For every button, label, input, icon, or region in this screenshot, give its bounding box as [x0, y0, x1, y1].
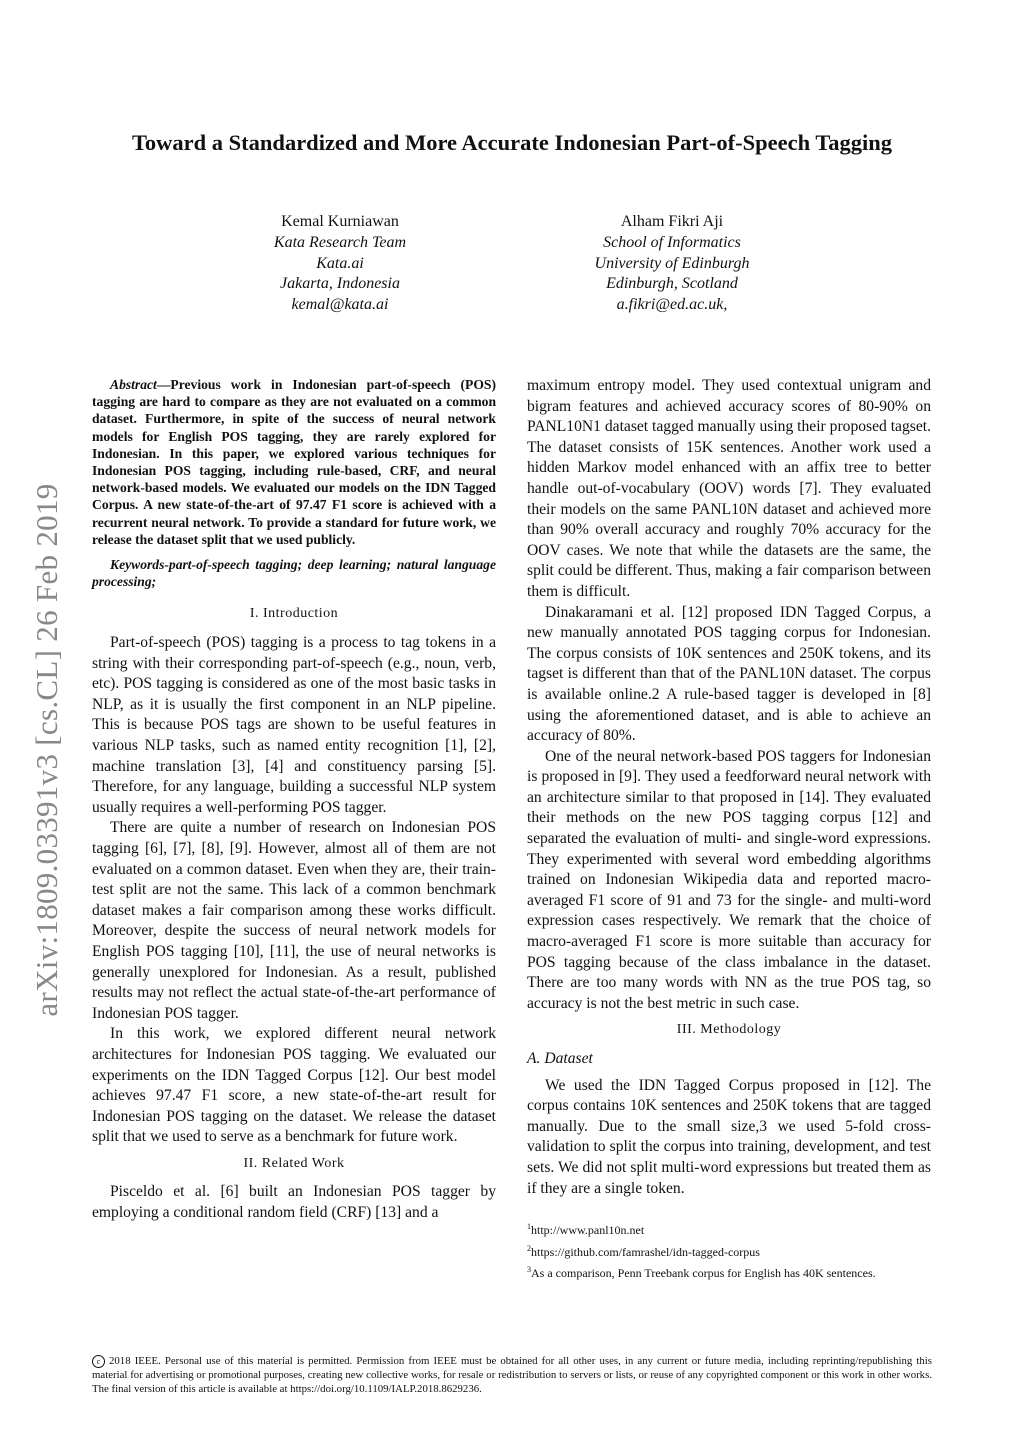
author-block-1 — [190, 212, 490, 316]
footnote-text[interactable]: https://github.com/famrashel/idn-tagged-corpus — [531, 1244, 760, 1259]
paragraph: Pisceldo et al. [6] built an Indonesian POS tagger by employing a conditional random field (CRF) [13] and a — [92, 1183, 496, 1222]
paper-title: Toward a Standardized and More Accurate Indonesian Part-of-Speech Tagging — [131, 130, 893, 155]
abstract-text: —Previous work in Indonesian part-of-speech (POS) tagging are hard to compare as they are not evaluated on a common dataset. Furthermore, in spite of the success of neural network models for English POS tagging, they are rarely explored for Indonesian. In this paper, we explored various techniques for Indonesian POS tagging, including rule-based, CRF, and neural network-based models. We evaluated our models on the IDN Tagged Corpus. A new state-of-the-art of 97.47 F1 score is achieved with a recurrent neural network. To provide a standard for future work, we release the dataset split that we used publicly. — [92, 377, 496, 547]
author-location: Jakarta, Indonesia — [280, 275, 400, 293]
paragraph: There are quite a number of research on Indonesian POS tagging [6], [7], [8], [9]. However, almost all of them are not evaluated on a common dataset. Even when they are, their train-test split are not the same. This lack of a common benchmark dataset makes a fair comparison among these works difficult. Moreover, despite the success of neural network models for English POS tagging [10], [11], the use of neural networks is generally unexplored for Indonesian. As a result, published results may not reflect the actual state-of-the-art performance of Indonesian POS tagger. — [92, 819, 496, 1022]
subsection-heading-dataset: A. Dataset — [527, 1050, 593, 1067]
footnote-text[interactable]: http://www.panl10n.net — [531, 1223, 645, 1238]
footnote-text: As a comparison, Penn Treebank corpus for English has 40K sentences. — [531, 1266, 876, 1281]
author-team: Kata Research Team — [273, 233, 407, 251]
footnote — [527, 1262, 931, 1282]
keywords: Keywords-part-of-speech tagging; deep learning; natural language processing; — [92, 557, 496, 590]
author-org: University of Edinburgh — [594, 254, 750, 272]
author-location: Edinburgh, Scotland — [606, 275, 738, 293]
paragraph: maximum entropy model. They used contextual unigram and bigram features and achieved accuracy scores of 80-90% on PANL10N1 dataset tagged manually using their proposed tagset. The dataset consists of 15K sentences. Another work used a hidden Markov model enhanced with an affix tree to better handle out-of-vocabulary (OOV) words [7]. They evaluated their models on the same PANL10N dataset and achieved more than 90% overall accuracy and roughly 70% accuracy for the OOV cases. We note that while the datasets are the same, the split could be different. Thus, making a fair comparison between them is difficult. — [527, 377, 931, 600]
author-name: Kemal Kurniawan — [281, 213, 399, 230]
paragraph: In this work, we explored different neural network architectures for Indonesian POS tagging. We evaluated our experiments on the IDN Tagged Corpus [12]. Our best model achieves 97.47 F1 score, a new state-of-the-art result for Indonesian POS tagging on the dataset. We release the dataset split that we used to serve as a benchmark for future work. — [92, 1025, 496, 1146]
abstract-label: Abstract — [110, 377, 157, 392]
arxiv-watermark — [22, 450, 72, 1050]
copyright-text: 2018 IEEE. Personal use of this material is permitted. Permission from IEEE must be obtained for all other uses, in any current or future media, including reprinting/republishing this material for advertising or promotional purposes, creating new collective works, for resale or redistribution to servers or lists, or reuse of any copyrighted component or this work in other works. The final version of this article is available at https://doi.org/10.1109/IALP.2018.8629236. — [92, 1355, 932, 1396]
footnote-number: 1 — [527, 1222, 531, 1232]
paragraph: We used the IDN Tagged Corpus proposed in [12]. The corpus contains 10K sentences and 250K tokens that are tagged manually. Due to the small size,3 we used 5-fold cross-validation to split the corpus into training, development, and test sets. We did not split multi-word expressions but treated them as if they are a single token. — [527, 1076, 931, 1197]
section-heading-related-work: II. Related Work — [243, 1155, 345, 1171]
footnotes — [527, 1219, 931, 1282]
abstract — [92, 376, 496, 548]
footnote-number: 3 — [527, 1265, 531, 1275]
footnote-number: 2 — [527, 1243, 531, 1253]
paragraph: Part-of-speech (POS) tagging is a process to tag tokens in a string with their corresponding part-of-speech (e.g., noun, verb, etc). POS tagging is considered as one of the most basic tasks in NLP, as it is usually the first component in an NLP pipeline. This is because POS tags are shown to be useful features in various NLP tasks, such as named entity recognition [1], [2], machine translation [3], [4] and constituency parsing [5]. Therefore, for any language, building a successful NLP system usually requires a well-performing POS tagger. — [92, 634, 496, 816]
copyright-notice — [92, 1354, 932, 1397]
left-column — [92, 376, 496, 1224]
right-column — [527, 376, 931, 1284]
author-email[interactable]: a.fikri@ed.ac.uk, — [616, 296, 728, 314]
paragraph: One of the neural network-based POS taggers for Indonesian is proposed in [9]. They used a feedforward neural network with an architecture similar to that proposed in [14]. They evaluated their methods on the new POS tagging corpus [12] and separated the evaluation of multi- and single-word expressions. They experimented with several word embedding algorithms trained on Indonesian Wikipedia data and reported macro-averaged F1 score of 91 and 73 for the single- and multi-word expression cases respectively. We remark that the choice of macro-averaged F1 score is more suitable than accuracy for POS tagging because of the class imbalance in the dataset. There are too many words with NN as the true POS tag, so accuracy is not the best metric in such case. — [527, 747, 931, 1012]
arxiv-id: arXiv:1809.03391v3 [cs.CL] 26 Feb 2019 — [29, 483, 64, 1017]
copyright-icon: c — [92, 1355, 105, 1368]
author-block-2 — [522, 212, 822, 316]
section-heading-methodology: III. Methodology — [676, 1022, 782, 1038]
footnote — [527, 1219, 931, 1239]
author-team: School of Informatics — [603, 233, 741, 251]
author-name: Alham Fikri Aji — [620, 213, 724, 230]
footnote — [527, 1241, 931, 1261]
paragraph: Dinakaramani et al. [12] proposed IDN Tagged Corpus, a new manually annotated POS tagging corpus for Indonesian. The corpus consists of 10K sentences and 250K tokens, and its tagset is different than that of the PANL10N dataset. The corpus is available online.2 A rule-based tagger is developed in [8] using the aforementioned dataset, and is able to achieve an accuracy of 80%. — [527, 603, 931, 745]
author-email[interactable]: kemal@kata.ai — [291, 296, 389, 314]
section-heading-introduction: I. Introduction — [249, 606, 339, 622]
author-org: Kata.ai — [316, 254, 364, 272]
